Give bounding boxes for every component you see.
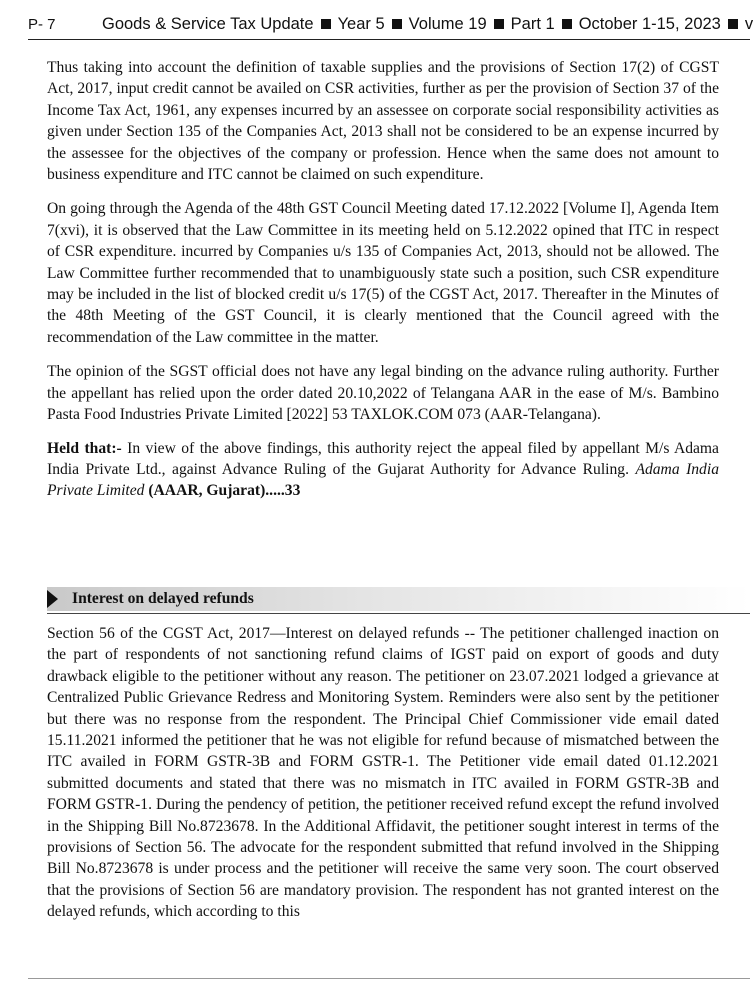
separator-square-icon xyxy=(494,19,504,29)
paragraph-csr-itc: Thus taking into account the definition of taxable supplies and the provisions of Section 17(2) of CGST Act, 2017, input credit cannot be availed on CSR activities, further as per the provision of Section 37 of the Income Tax Act, 1961, any expenses incurred by an assessee on corporate social responsibility activities as given under Section 135 of the Companies Act, 2013 shall not be considered to be an expense incurred by the assessee for the objectives of the company or profession. Hence when the same does not amount to business expenditure and ITC cannot be claimed on such expenditure. xyxy=(47,59,719,184)
section-title: Interest on delayed refunds xyxy=(72,590,254,607)
paragraph-sgst-opinion: The opinion of the SGST official does not have any legal binding on the advance ruling authority. Further the appellant has relied upon the order dated 20.10,2022 of Telangana AAR in the ease of M/s. Bambino Pasta Food Industries Private Limited [2022] 53 TAXLOK.COM 073 (AAR-Telangana). xyxy=(47,363,719,424)
section-content xyxy=(47,623,719,923)
paragraph-interest-refunds: Section 56 of the CGST Act, 2017—Interest on delayed refunds -- The petitioner challenged inaction on the part of respondents of not sanctioning refund claims of IGST paid on export of goods and duty drawback eligible to the petitioner without any reason. The petitioner on 23.07.2021 lodged a grievance at Centralized Public Grievance Redress and Monitoring System. Reminders were also sent by the petitioner but there was no response from the respondent. The Principal Chief Commissioner vide email dated 15.11.2021 informed the petitioner that he was not eligible for refund because of mismatched between the ITC availed in FORM GSTR-3B and FORM GSTR-1. The Petitioner vide email dated 01.12.2021 submitted documents and stated that there was no mismatch in ITC availed in FORM GSTR-3B and FORM GSTR-1. During the pendency of petition, the petitioner received refund except the refund involved in the Shipping Bill No.8723678. In the Additional Affidavit, the petitioner sought interest in terms of the provisions of Section 56. The advocate for the respondent submitted that refund involved in the Shipping Bill No.8723678 is under process and the petitioner will receive the same very soon. The court observed that the provisions of Section 56 are mandatory provision. The respondent has not granted interest on the delayed refunds, which according to this xyxy=(47,625,719,921)
case-name: Adama India Private Limited xyxy=(47,460,719,500)
header-part: Part 1 xyxy=(510,15,555,33)
header-volume: Volume 19 xyxy=(408,15,487,33)
separator-square-icon xyxy=(562,19,572,29)
page-number: P- 7 xyxy=(28,16,56,33)
held-label: Held that:- xyxy=(47,439,122,457)
footer-rule xyxy=(28,978,750,979)
separator-square-icon xyxy=(728,19,738,29)
header-edge-text: v xyxy=(744,15,753,33)
running-header xyxy=(102,15,753,34)
header-year: Year 5 xyxy=(337,15,385,33)
case-citation: (AAAR, Gujarat).....33 xyxy=(144,482,301,500)
main-content xyxy=(47,57,719,514)
header-rule xyxy=(28,39,750,40)
paragraph-gst-council: On going through the Agenda of the 48th GST Council Meeting dated 17.12.2022 [Volume I], Agenda Item 7(xvi), it is observed that the Law Committee in its meeting held on 5.12.2022 opined that ITC in respect of CSR expenditure. incurred by Companies u/s 135 of Companies Act, 2013, should not be allowed. The Law Committee further recommended that to unambiguously state such a position, such CSR expenditure may be included in the list of blocked credit u/s 17(5) of the CGST Act, 2017. Thereafter in the Minutes of the 48th Meeting of the GST Council, it is clearly mentioned that the Council agreed with the recommendation of the Law committee in the matter. xyxy=(47,200,719,346)
header-date: October 1-15, 2023 xyxy=(578,15,721,33)
separator-square-icon xyxy=(392,19,402,29)
page-header xyxy=(0,0,753,44)
separator-square-icon xyxy=(321,19,331,29)
section-rule xyxy=(47,613,750,614)
triangle-arrow-icon xyxy=(47,590,58,608)
paragraph-held xyxy=(47,438,719,502)
publication-title: Goods & Service Tax Update xyxy=(102,15,314,33)
section-heading xyxy=(0,584,750,614)
held-text: In view of the above findings, this authority reject the appeal filed by appellant M/s Adama India Private Ltd., against Advance Ruling of the Gujarat Authority for Advance Ruling. xyxy=(47,439,719,478)
